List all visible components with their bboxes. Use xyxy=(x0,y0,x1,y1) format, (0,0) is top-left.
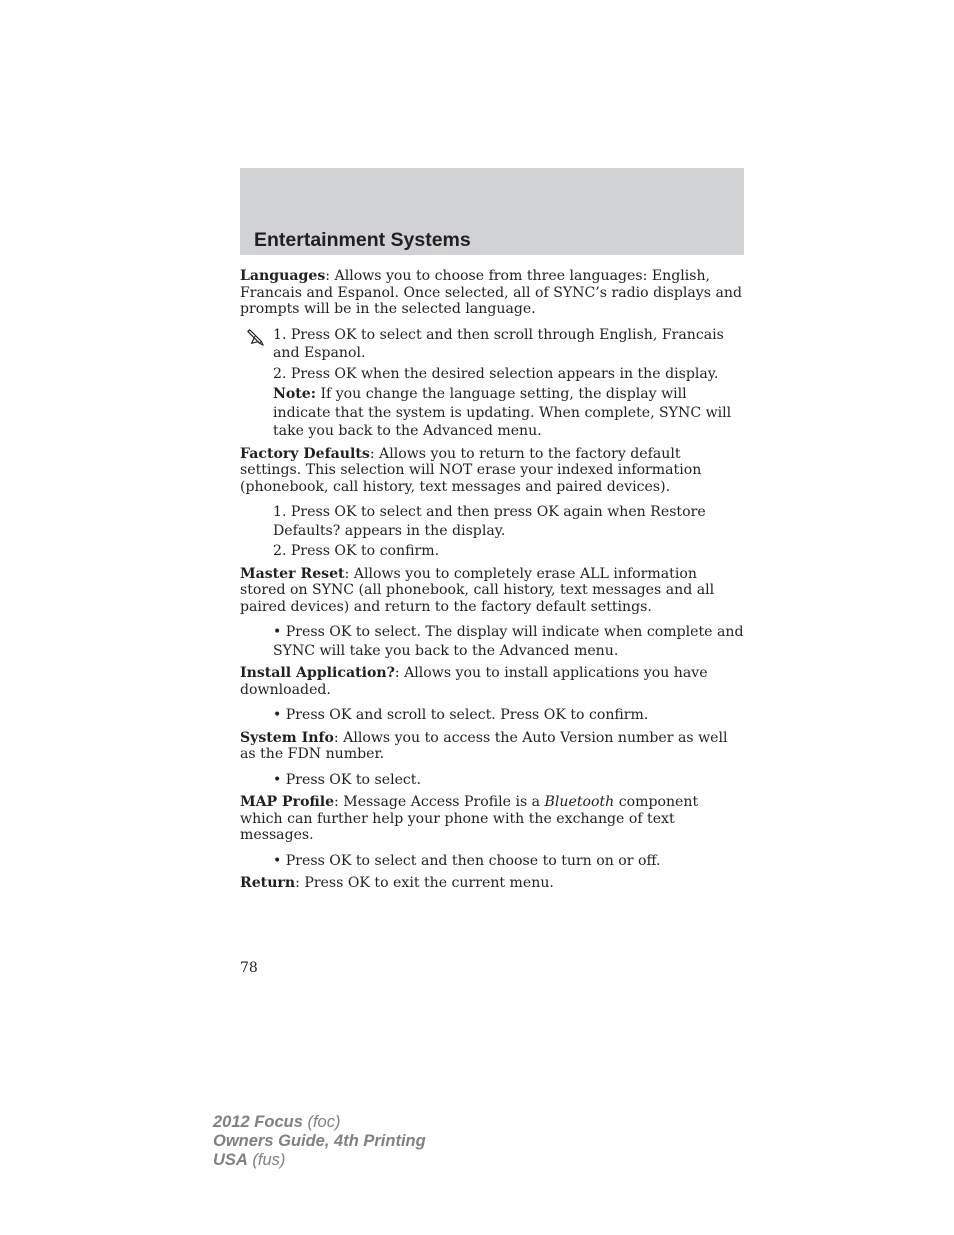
install-application-description: : Allows you to install applications you have downloaded. xyxy=(240,665,708,698)
system-info-description: : Allows you to access the Auto Version number as well as the FDN number. xyxy=(240,729,728,762)
map-profile-paragraph xyxy=(240,794,745,844)
languages-description: : Allows you to choose from three languages: English, Francais and Espanol. Once selected, all of SYNC’s radio displays and prompts will be in the selected language. xyxy=(240,268,742,317)
note-text: If you change the language setting, the display will indicate that the system is updating. When complete, SYNC will take you back to the Advanced menu. xyxy=(273,386,732,439)
master-reset-term: Master Reset xyxy=(240,565,345,582)
factory-defaults-step-1: 1. Press OK to select and then press OK again when Restore Defaults? appears in the display. xyxy=(273,504,706,539)
install-application-bullet: • Press OK and scroll to select. Press OK to confirm. xyxy=(273,707,649,723)
system-info-paragraph xyxy=(240,730,745,763)
page-content xyxy=(240,268,745,900)
footer-market-code: (fus) xyxy=(247,1151,286,1169)
footer-line-2: Owners Guide, 4th Printing xyxy=(213,1132,426,1150)
footer-market: USA xyxy=(213,1151,248,1169)
bluetooth-term: Bluetooth xyxy=(544,794,615,810)
map-profile-description-b: component which can further help your phone with the exchange of text messages. xyxy=(240,794,699,843)
master-reset-bullet: • Press OK to select. The display will indicate when complete and SYNC will take you back to the Advanced menu. xyxy=(273,624,744,659)
section-header-band xyxy=(240,168,744,255)
install-application-term: Install Application? xyxy=(240,665,395,681)
return-paragraph xyxy=(240,875,745,892)
languages-step-2: 2. Press OK when the desired selection appears in the display. xyxy=(273,365,719,382)
footer xyxy=(213,1113,426,1170)
languages-paragraph xyxy=(240,268,745,318)
factory-defaults-step-2: 2. Press OK to confirm. xyxy=(273,543,440,559)
master-reset-description: : Allows you to completely erase ALL information stored on SYNC (all phonebook, call history, text messages and all paired devices) and return to the factory default settings. xyxy=(240,565,715,615)
languages-step-1: 1. Press OK to select and then scroll through English, Francais and Espanol. xyxy=(273,326,724,361)
languages-steps xyxy=(240,326,745,441)
map-profile-bullet: • Press OK to select and then choose to turn on or off. xyxy=(273,852,661,869)
return-term: Return xyxy=(240,875,296,891)
install-application-paragraph xyxy=(240,665,745,698)
note-label: Note: xyxy=(273,386,316,402)
footer-model: 2012 Focus xyxy=(213,1113,303,1131)
factory-defaults-description: : Allows you to return to the factory default settings. This selection will NOT erase your indexed information (phonebook, call history, text messages and paired devices). xyxy=(240,445,702,495)
footer-model-code: (foc) xyxy=(302,1113,341,1131)
system-info-term: System Info xyxy=(240,729,334,746)
section-title: Entertainment Systems xyxy=(254,229,471,251)
master-reset-paragraph xyxy=(240,566,745,616)
system-info-bullet: • Press OK to select. xyxy=(273,771,421,788)
map-profile-description-a: : Message Access Profile is a xyxy=(334,794,545,810)
factory-defaults-term: Factory Defaults xyxy=(240,445,370,462)
map-profile-term: MAP Profile xyxy=(240,794,335,810)
languages-note xyxy=(240,385,745,441)
languages-term: Languages xyxy=(240,268,326,284)
return-description: : Press OK to exit the current menu. xyxy=(295,875,554,891)
footer-line-3 xyxy=(213,1151,426,1170)
footer-line-1 xyxy=(213,1113,426,1132)
page-number: 78 xyxy=(240,960,258,976)
pencil-icon xyxy=(247,328,265,346)
factory-defaults-paragraph xyxy=(240,446,745,496)
